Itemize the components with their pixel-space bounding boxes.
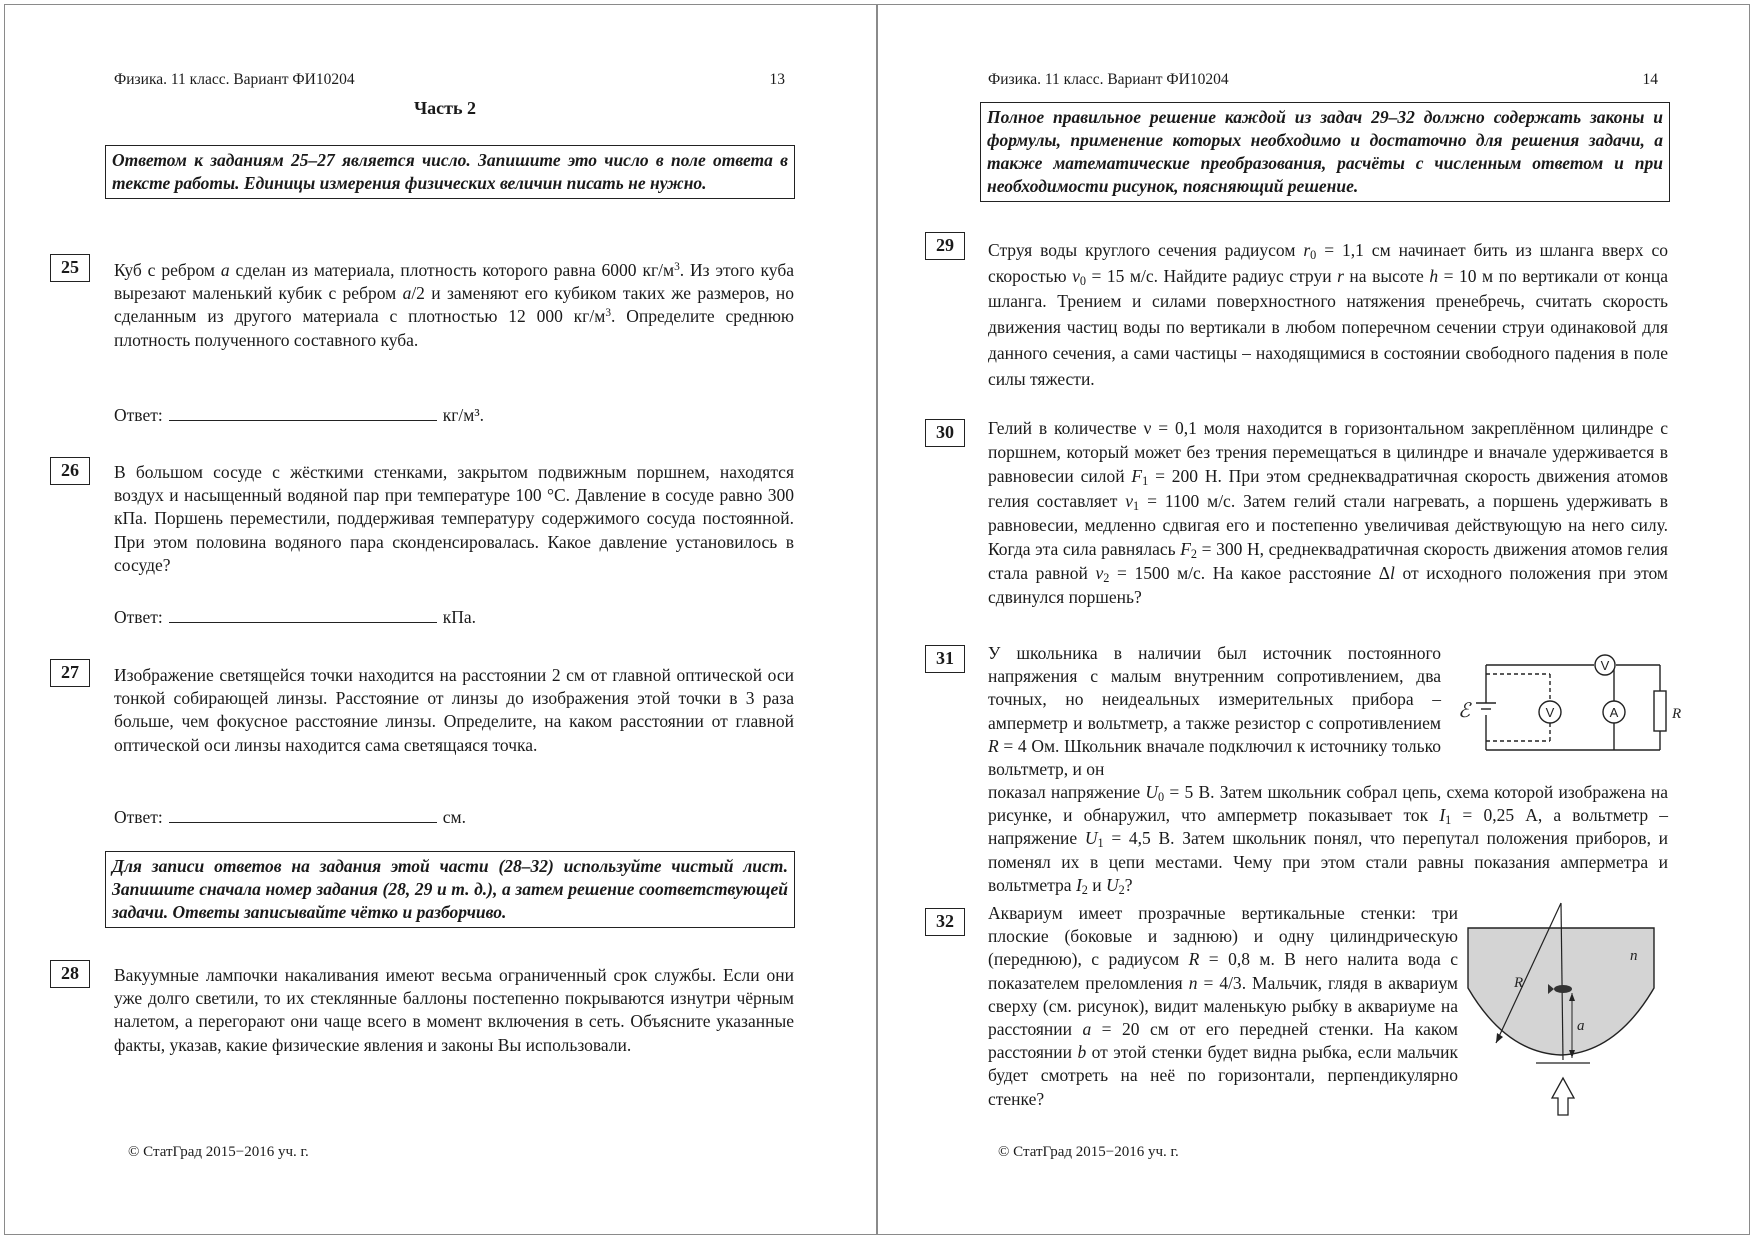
aquarium-diagram bbox=[1466, 893, 1666, 1118]
task-29-number: 29 bbox=[925, 232, 965, 260]
instructions-box: Для записи ответов на задания этой части (28–32) используйте чистый лист. Запишите сначала номер задания (28, 29 и т. д.), а затем решение соответствующей задачи. Ответы записывайте чётко и разборчиво. bbox=[105, 851, 795, 928]
task-25-answer bbox=[114, 404, 484, 426]
v1-value: 1100 bbox=[1164, 490, 1200, 511]
r-value: 4 bbox=[1017, 735, 1027, 756]
task-25-number: 25 bbox=[50, 254, 90, 282]
intro-box: Полное правильное решение каждой из задач 29–32 должно содержать законы и формулы, применение которых необходимо и достаточно для решения задачи, а также математические преобразования, расчёты с численным ответом и при необходимости рисунок, поясняющий решение. bbox=[980, 102, 1670, 202]
voltmeter-label: V bbox=[1545, 705, 1555, 720]
answer-unit: см. bbox=[442, 807, 466, 827]
v0-value: 15 bbox=[1106, 265, 1125, 286]
index-label: n bbox=[1630, 948, 1638, 964]
page-footer: © СтатГрад 2015−2016 уч. г. bbox=[998, 1144, 1179, 1160]
r0-unit: см bbox=[1371, 240, 1391, 260]
n-value: 4/3 bbox=[1219, 972, 1242, 993]
task-27-answer bbox=[114, 806, 466, 828]
task-26-answer bbox=[114, 606, 476, 628]
task-30-number: 30 bbox=[925, 419, 965, 447]
part-title: Часть 2 bbox=[413, 98, 477, 118]
answer-field[interactable] bbox=[169, 606, 437, 623]
r-value: 0,8 bbox=[1228, 949, 1250, 970]
page-number: 14 bbox=[1642, 71, 1658, 88]
task-27-text: Изображение светящейся точки находится на расстоянии 2 см от главной оптической оси тонкой собирающей линзы. Расстояние от линзы до изображения этой точки в 3 раза больше, чем фокусное расстояние линзы. Определите, на каком расстоянии от главной оптической оси линзы находится сама светящаяся точка. bbox=[114, 665, 794, 755]
task-26-number: 26 bbox=[50, 457, 90, 485]
radius-label: R bbox=[1514, 975, 1524, 991]
answer-label: Ответ: bbox=[114, 807, 163, 827]
page-number: 13 bbox=[769, 71, 785, 88]
r0-value: 1,1 bbox=[1342, 240, 1364, 260]
v2-value: 1500 bbox=[1134, 563, 1170, 584]
page-header: Физика. 11 класс. Вариант ФИ10204 bbox=[114, 71, 355, 88]
answer-label: Ответ: bbox=[114, 607, 163, 627]
f1-value: 200 bbox=[1171, 466, 1199, 487]
a-value: 20 bbox=[1122, 1019, 1140, 1040]
page-header: Физика. 11 класс. Вариант ФИ10204 bbox=[988, 71, 1229, 88]
v0-unit: м/с bbox=[1129, 265, 1154, 286]
page-footer: © СтатГрад 2015−2016 уч. г. bbox=[128, 1144, 309, 1160]
u1-value: 4,5 bbox=[1128, 828, 1151, 849]
task-31-text-top: У школьника в наличии был источник постоянного напряжения с малым внутренним сопротивлением, два точных, но неидеальных измерительных прибора – амперметр и вольтметр, а также резистор с сопротивлением R = 4 Ом. Школьник вначале подключил к источнику только вольтметр, и он bbox=[988, 643, 1441, 780]
task-32-number: 32 bbox=[925, 908, 965, 936]
answer-unit: кПа. bbox=[442, 607, 477, 627]
task-29-text: Струя воды круглого сечения радиусом $r_0 = 1,1$ см начинает бить из шланга вверх со скоростью $v_0 = 15$ м/с. Найдите радиус струи r на высоте h = 10 м по вертикали от конца шланга. Трением и силами поверхностного натяжения пренебречь, считать скорость движения частиц воды по вертикали в любом поперечном сечении струи одинаковой для данного сечения, а сами частицы – находящимися в состоянии свободного падения в поле силы тяжести. bbox=[988, 240, 1669, 389]
intro-box: Ответом к заданиям 25–27 является число. Запишите это число в поле ответа в тексте работы. Единицы измерения физических величин писать не нужно. bbox=[105, 145, 795, 199]
page-left bbox=[4, 4, 877, 1235]
h-value: 10 bbox=[1458, 265, 1477, 286]
ammeter-label: A bbox=[1609, 705, 1619, 720]
task-30-text: Гелий в количестве ν = 0,1 моля находится в горизонтальном закреплённом цилиндре с поршнем, который может без трения перемещаться в цилиндре и вначале удерживается в равновесии силой $F_1 = 200$ Н. При этом среднеквадратичная скорость движения атомов гелия составляет $v_1 = 1100$ м/с. Затем гелий стали нагревать, а поршень удерживать в равновесии, медленно сдвигая его и постепенно увеличивая действующую на него силу. Когда эта сила равнялась $F_2 = 300$ Н, среднеквадратичная скорость движения атомов гелия стала равной $v_2 = 1500$ м/с. На какое расстояние Δl от исходного положения при этом сдвинулся поршень? bbox=[988, 418, 1669, 608]
task-28-number: 28 bbox=[50, 960, 90, 988]
task-27-number: 27 bbox=[50, 659, 90, 687]
task-32-text: Аквариум имеет прозрачные вертикальные стенки: три плоские (боковые и заднюю) и одну цилиндрическую (переднюю), с радиусом R = 0,8 м. В него налита вода с показателем преломления n = 4/3. Мальчик, глядя в аквариум сверху (см. рисунок), видит маленькую рыбку в аквариуме на расстоянии a = 20 см от его передней стенки. На каком расстоянии b от этой стенки будет видна рыбка, если мальчик будет смотреть на неё по горизонтали, перпендикулярно стенке? bbox=[988, 903, 1459, 1109]
page-right bbox=[877, 4, 1750, 1235]
nu-value: 0,1 bbox=[1174, 418, 1197, 438]
i1-value: 0,25 bbox=[1483, 805, 1515, 826]
voltmeter-top-label: V bbox=[1600, 658, 1610, 673]
f2-value: 300 bbox=[1216, 539, 1243, 560]
answer-field[interactable] bbox=[169, 404, 437, 421]
task-28-text: Вакуумные лампочки накаливания имеют весьма ограниченный срок службы. Если они уже долго светили, то их стеклянные баллоны постепенно покрываются изнутри чёрным налетом, а перегорают они чаще всего в момент включения в сеть. Объясните указанные факты, указав, какие физические явления и законы Вы использовали. bbox=[114, 965, 794, 1055]
circuit-diagram bbox=[1450, 645, 1682, 757]
distance-label: a bbox=[1577, 1018, 1585, 1034]
answer-unit: кг/м³. bbox=[442, 405, 484, 425]
task-25-text: Куб с ребром a сделан из материала, плотность которого равна 6000 $кг/м^3$. Из этого куба вырезают маленький кубик с ребром a/2 и заменяют его кубиком таких же размеров, но сделанным из другого материала с плотностью 12 000 $кг/м^3$. Определите среднюю плотность полученного составного куба. bbox=[114, 260, 795, 350]
task-31-text-bottom: показал напряжение $U_0 = 5$ В. Затем школьник собрал цепь, схема которой изображена на рисунке, и обнаружил, что амперметр показывает ток $I_1 = 0,25$ А, а вольтметр – напряжение $U_1 = 4,5$ В. Затем школьник понял, что перепутал положения приборов, и поменял их в цепи местами. Чему при этом стали равны показания амперметра и вольтметра $I_2$ и $U_2$? bbox=[988, 782, 1668, 897]
resistor-label: R bbox=[1672, 706, 1682, 722]
answer-field[interactable] bbox=[169, 806, 437, 823]
h-unit: м bbox=[1482, 265, 1494, 286]
answer-label: Ответ: bbox=[114, 405, 163, 425]
u0-value: 5 bbox=[1184, 782, 1194, 802]
task-26-text: В большом сосуде с жёсткими стенками, закрытом подвижным поршнем, находятся воздух и насыщенный водяной пар при температуре 100 °С. Давление в сосуде равно 300 кПа. Поршень переместили, поддерживая температуру содержимого сосуда постоянной. При этом половина водяного пара сконденсировалась. Какое давление установилось в сосуде? bbox=[114, 462, 794, 575]
emf-label: ℰ bbox=[1458, 700, 1471, 722]
task-31-number: 31 bbox=[925, 645, 965, 673]
